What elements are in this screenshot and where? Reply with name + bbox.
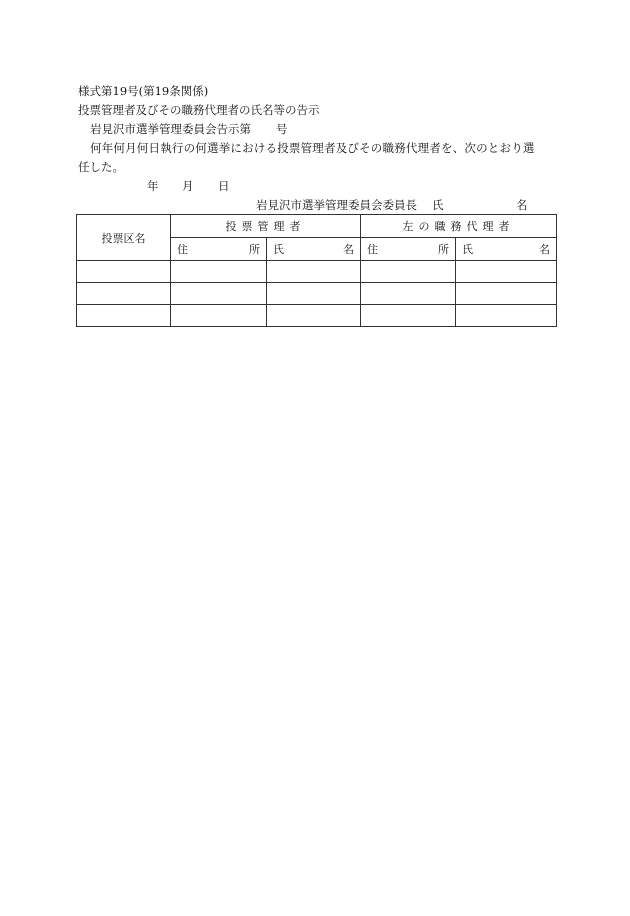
address-label-first: 住 bbox=[177, 243, 188, 256]
address-label-first: 住 bbox=[367, 243, 378, 256]
manager-address-header bbox=[171, 238, 267, 261]
manager-name-cell bbox=[267, 305, 361, 327]
notice-number: 岩見沢市選挙管理委員会告示第 bbox=[90, 122, 251, 136]
date-year: 年 bbox=[147, 179, 159, 193]
signer-family-name: 氏 bbox=[432, 198, 444, 212]
manager-table bbox=[76, 214, 557, 327]
body-text-line-2: 任した。 bbox=[78, 160, 124, 174]
name-label-first: 氏 bbox=[462, 243, 473, 256]
form-title: 様式第19号(第19条関係) bbox=[78, 84, 209, 98]
deputy-address-cell bbox=[361, 261, 456, 283]
manager-name-cell bbox=[267, 283, 361, 305]
name-label-second: 名 bbox=[343, 243, 354, 256]
manager-address-cell bbox=[171, 305, 267, 327]
deputy-header: 左の職務代理者 bbox=[361, 215, 557, 238]
deputy-name-cell bbox=[456, 305, 557, 327]
date-month: 月 bbox=[182, 179, 194, 193]
table-row bbox=[77, 305, 557, 327]
table-row bbox=[77, 261, 557, 283]
district-header: 投票区名 bbox=[77, 215, 171, 261]
address-label-second: 所 bbox=[249, 243, 260, 256]
manager-name-header bbox=[267, 238, 361, 261]
notice-number-suffix: 号 bbox=[276, 122, 288, 136]
manager-address-cell bbox=[171, 261, 267, 283]
table-row bbox=[77, 283, 557, 305]
name-label-second: 名 bbox=[539, 243, 550, 256]
deputy-address-cell bbox=[361, 305, 456, 327]
deputy-address-cell bbox=[361, 283, 456, 305]
deputy-name-cell bbox=[456, 261, 557, 283]
manager-address-cell bbox=[171, 283, 267, 305]
manager-header: 投票管理者 bbox=[171, 215, 361, 238]
deputy-address-header bbox=[361, 238, 456, 261]
name-label-first: 氏 bbox=[273, 243, 284, 256]
deputy-name-header bbox=[456, 238, 557, 261]
date-day: 日 bbox=[218, 179, 230, 193]
address-label-second: 所 bbox=[438, 243, 449, 256]
signer-given-name: 名 bbox=[516, 198, 528, 212]
district-cell bbox=[77, 283, 171, 305]
district-cell bbox=[77, 305, 171, 327]
body-text-line-1: 何年何月何日執行の何選挙における投票管理者及びその職務代理者を、次のとおり選 bbox=[90, 141, 535, 155]
manager-name-cell bbox=[267, 261, 361, 283]
district-cell bbox=[77, 261, 171, 283]
notice-title: 投票管理者及びその職務代理者の氏名等の告示 bbox=[78, 103, 320, 117]
signer-title: 岩見沢市選挙管理委員会委員長 bbox=[256, 198, 417, 212]
deputy-name-cell bbox=[456, 283, 557, 305]
